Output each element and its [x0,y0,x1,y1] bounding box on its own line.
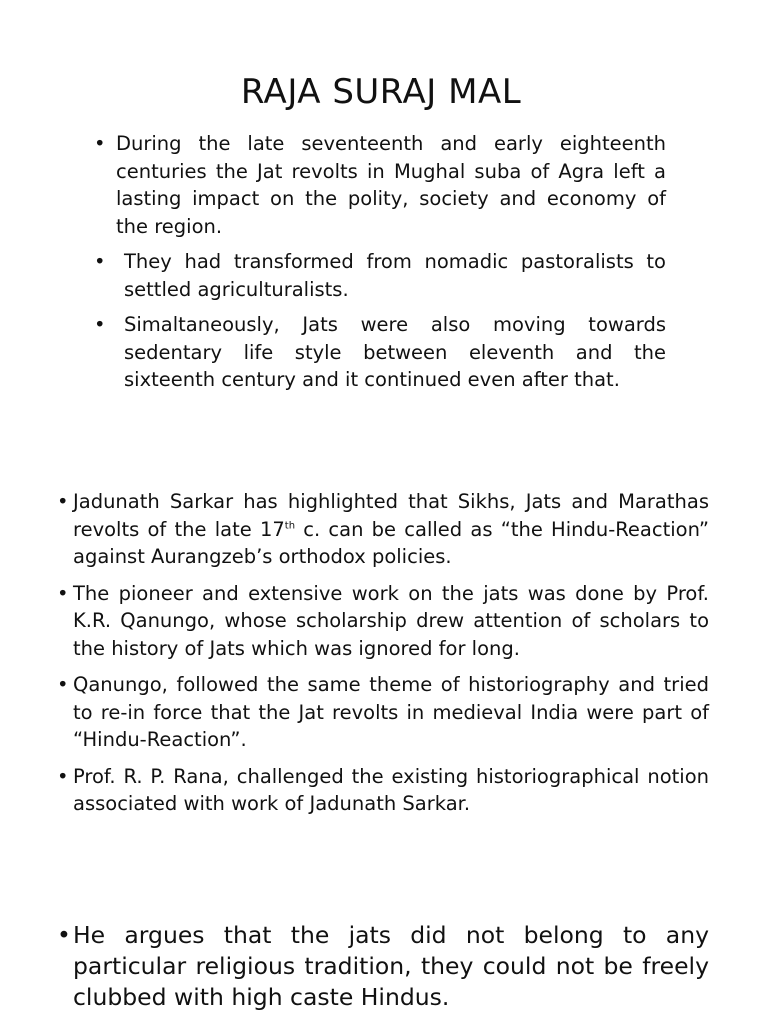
list-item-text: Qanungo, followed the same theme of historiography and tried to re-in force that the Jat revolts in medieval India were part of “Hindu-Reaction”. [73,673,709,751]
bullet-icon: • [94,132,106,155]
bullet-icon: • [57,764,69,788]
list-item-text-part: c. can be called as “the Hindu-Reaction” against Aurangzeb’s orthodox policies. [73,517,709,568]
bullet-list-argument [57,920,709,1013]
list-item-text: The pioneer and extensive work on the jats was done by Prof. K.R. Qanungo, whose scholarship drew attention of scholars to the history of Jats which was ignored for long. [73,581,709,660]
page-title: RAJA SURAJ MAL [240,72,522,112]
list-item-text: Simaltaneously, Jats were also moving towards sedentary life style between eleventh and the sixteenth century and it continued even after that. [124,313,666,391]
list-item-text: Prof. R. P. Rana, challenged the existing historiographical notion associated with work of Jadunath Sarkar. [73,764,709,815]
bullet-list-intro [94,130,666,402]
list-item-text [57,488,709,571]
list-item [57,920,709,1013]
superscript-ordinal: th [284,520,296,531]
bullet-icon: • [94,250,106,273]
list-item [94,311,666,394]
bullet-icon: • [57,490,69,513]
list-item [94,248,666,303]
list-item [57,763,709,818]
list-item [94,130,666,240]
bullet-icon: • [94,313,106,336]
bullet-icon: • [57,673,69,696]
list-item-text: During the late seventeenth and early eighteenth centuries the Jat revolts in Mughal suba of Agra left a lasting impact on the polity, society and economy of the region. [116,132,666,238]
list-item-text-part: Jadunath Sarkar has highlighted that Sikhs, Jats and Marathas revolts of the late 17 [73,490,709,541]
list-item-text: They had transformed from nomadic pastoralists to settled agriculturalists. [124,250,666,301]
bullet-icon: • [57,921,71,949]
bullet-icon: • [57,581,69,605]
list-item [57,580,709,663]
list-item [57,671,709,754]
list-item-text: He argues that the jats did not belong to any particular religious tradition, they could not be freely clubbed with high caste Hindus. [73,921,709,1011]
list-item [57,488,709,571]
bullet-list-historiography [57,488,709,827]
